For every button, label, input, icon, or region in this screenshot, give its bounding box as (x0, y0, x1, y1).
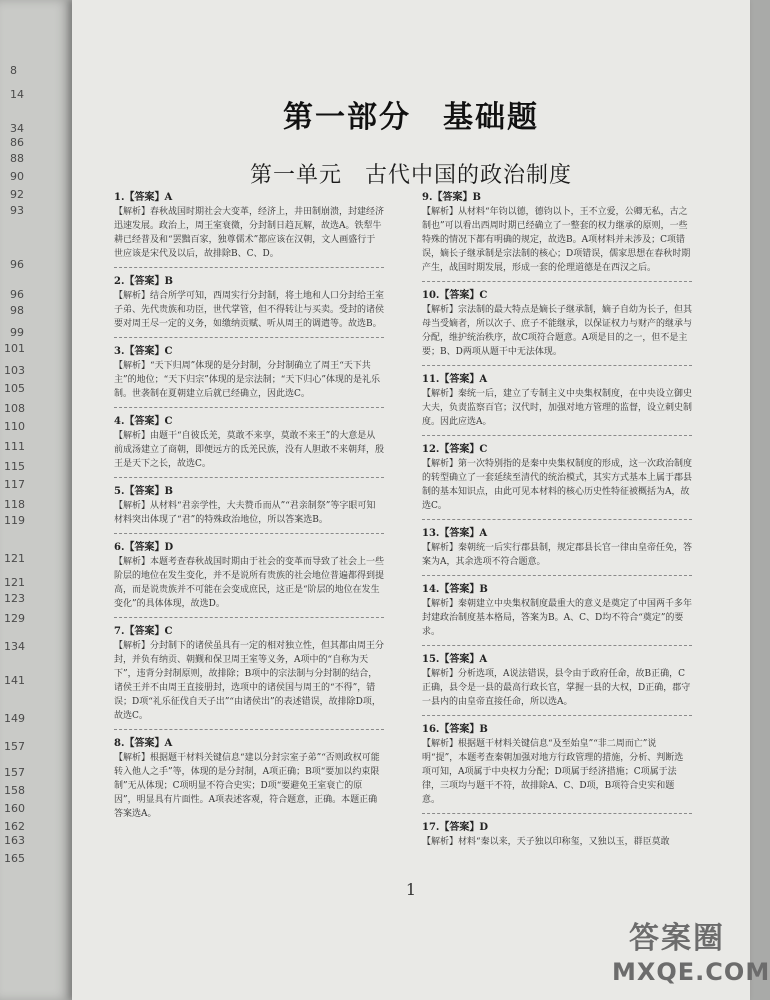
left-page-number: 103 (4, 364, 25, 377)
left-page-edge (0, 0, 70, 1000)
answer-item (114, 736, 384, 827)
right-column (422, 190, 692, 861)
left-page-number: 123 (4, 592, 25, 605)
answer-heading: 8.【答案】A (114, 738, 173, 749)
analysis-text: 【解析】根据题干材料关键信息“建以分封宗室子弟”“否则政权可能转入他人之手”等，体现的是分封制，A项正确；B项“要加以约束限制”无从体现；C项明显不符合史实；D项“要避免王室衰亡的原因”，明显具有片面性。A项表述客观，符合题意，正确。本题正确答案选A。 (114, 753, 380, 819)
left-page-number: 92 (10, 188, 24, 201)
answer-item (114, 344, 384, 408)
page-number: 1 (405, 880, 417, 899)
left-page-number: 98 (10, 304, 24, 317)
analysis-text: 【解析】春秋战国时期社会大变革，经济上，井田制崩溃，封建经济迅速发展。政治上，周王室衰微，分封制日趋瓦解，故选A。铁犁牛耕已经普及和“罢黜百家，独尊儒术”都应该在汉朝，文人画盛行于世应该是宋代及以后，故排除B、C、D。 (114, 207, 385, 259)
left-page-number: 111 (4, 440, 25, 453)
answer-heading: 13.【答案】A (422, 528, 488, 539)
left-page-number: 118 (4, 498, 25, 511)
left-column (114, 190, 384, 833)
left-page-number: 117 (4, 478, 25, 491)
analysis-text: 【解析】由题干“自彼氐羌，莫敢不来享，莫敢不来王”的大意是从前成汤建立了商朝，即便远方的氐羌民族，没有人胆敢不来朝拜，殷王是天下之长，故选C。 (114, 431, 385, 469)
answer-item (114, 190, 384, 268)
left-page-number: 99 (10, 326, 24, 339)
left-page-number: 119 (4, 514, 25, 527)
answer-item (114, 624, 384, 730)
answer-heading: 15.【答案】A (422, 654, 488, 665)
answer-item (422, 288, 692, 366)
answer-heading: 7.【答案】C (114, 626, 173, 637)
answer-heading: 17.【答案】D (422, 822, 489, 833)
answer-heading: 10.【答案】C (422, 290, 488, 301)
left-page-number: 157 (4, 766, 25, 779)
left-page-number: 162 (4, 820, 25, 833)
answer-item (422, 442, 692, 520)
left-page-number: 160 (4, 802, 25, 815)
left-page-number: 163 (4, 834, 25, 847)
left-page-number: 158 (4, 784, 25, 797)
answer-item (114, 414, 384, 478)
answer-item (422, 582, 692, 646)
left-page-number: 96 (10, 258, 24, 271)
analysis-text: 【解析】宗法制的最大特点是嫡长子继承制，嫡子自幼为长子，但其母当受嫡者，所以次子、庶子不能继承，以保证权力与财产的继承与分配，维护统治秩序，故C项符合题意。A项是目的之一，但不是主要；B、D两项从题干中无法体现。 (422, 305, 693, 357)
left-page-number: 96 (10, 288, 24, 301)
left-page-number: 110 (4, 420, 25, 433)
left-page-number: 121 (4, 552, 25, 565)
answer-heading: 14.【答案】B (422, 584, 488, 595)
left-page-number: 8 (10, 64, 17, 77)
answer-item (114, 274, 384, 338)
left-page-number: 90 (10, 170, 24, 183)
unit-title: 第一单元 古代中国的政治制度 (249, 163, 572, 188)
answer-heading: 2.【答案】B (114, 276, 173, 287)
answer-item (422, 820, 692, 855)
answer-item (422, 526, 692, 576)
left-page-number: 34 (10, 122, 24, 135)
analysis-text: 【解析】“天下归周”体现的是分封制，分封制确立了周王“天下共主”的地位；“天下归宗”体现的是宗法制；“天下归心”体现的是礼乐制。世袭制在夏朝建立后就已经确立，因此选C。 (114, 361, 381, 399)
left-page-number: 101 (4, 342, 25, 355)
answer-item (422, 190, 692, 282)
analysis-text: 【解析】材料“秦以来，天子独以印称玺，又独以玉，群臣莫敢 (422, 837, 670, 847)
analysis-text: 【解析】结合所学可知，西周实行分封制，将土地和人口分封给王室子弟、先代贵族和功臣，世代掌管，但不得转让与买卖。受封的诸侯要对周王尽一定的义务，如缴纳贡赋、听从周王的调遣等。故选B。 (114, 291, 385, 329)
left-page-number: 121 (4, 576, 25, 589)
analysis-text: 【解析】从材料“年钧以德，德钧以卜，王不立爱，公卿无私，古之制也”可以看出西周时期已经确立了一整套的权力继承的原则，一些特殊的情况下都有明确的规定，故选B。A项材料并未涉及；C项错误，嫡长子继承制是宗法制的核心；D项错误，儒家思想在春秋时期产生，战国时期发展，形成一套的伦理道德是在西汉之后。 (422, 207, 691, 273)
answer-heading: 12.【答案】C (422, 444, 488, 455)
left-page-number: 108 (4, 402, 25, 415)
left-page-number: 149 (4, 712, 25, 725)
analysis-text: 【解析】分封制下的诸侯虽具有一定的相对独立性，但其都由周王分封，并负有纳贡、朝觐和保卫周王室等义务，A项中的“自称为天下”，违背分封制原则，故排除；B项中的宗法制与分封制的结合，诸侯王并不由周王直接册封，选项中的诸侯国与周王的“不得”，错误；D项“礼乐征伐自天子出”“由诸侯出”的表述错误，故排除D项，故选C。 (114, 641, 385, 721)
analysis-text: 【解析】分析选项，A说法错误，县令由于政府任命，故B正确，C正确，县令是一县的最高行政长官，掌握一县的大权，D正确，郡守一县内的由皇帝直接任命，所以选A。 (422, 669, 691, 707)
answer-item (422, 722, 692, 814)
analysis-text: 【解析】根据题干材料关键信息“及至始皇”“非二周而亡”说明“提”，本题考查秦朝加强对地方行政管理的措施，分析、判断选项可知，A项属于中央权力分配；D项属于经济措施；C项属于法律，三项均与题干不符，故排除A、C、D项，B项符合史实和题意。 (422, 739, 684, 805)
answer-page (72, 0, 770, 1000)
left-page-number: 134 (4, 640, 25, 653)
left-page-number: 105 (4, 382, 25, 395)
watermark-logo (612, 920, 770, 992)
answer-item (422, 372, 692, 436)
left-page-number: 14 (10, 88, 24, 101)
watermark-text-bottom: MXQE.COM (612, 958, 770, 986)
answer-heading: 3.【答案】C (114, 346, 173, 357)
answer-heading: 9.【答案】B (422, 192, 481, 203)
analysis-text: 【解析】秦统一后，建立了专制主义中央集权制度，在中央设立御史大夫，负责监察百官；汉代时，加强对地方管理的监督，设立刺史制度。因此应选A。 (422, 389, 693, 427)
answer-heading: 4.【答案】C (114, 416, 173, 427)
left-page-number: 129 (4, 612, 25, 625)
analysis-text: 【解析】秦朝统一后实行郡县制，规定郡县长官一律由皇帝任免，答案为A，其余选项不符合题意。 (422, 543, 693, 567)
answer-item (422, 652, 692, 716)
answer-heading: 16.【答案】B (422, 724, 488, 735)
answer-heading: 11.【答案】A (422, 374, 488, 385)
answer-item (114, 484, 384, 534)
analysis-text: 【解析】从材料“君亲学性，大夫赞币而从”“君亲制祭”等字眼可知材料突出体现了“君”的特殊政治地位，所以答案选B。 (114, 501, 376, 525)
analysis-text: 【解析】本题考查春秋战国时期由于社会的变革而导致了社会上一些阶层的地位在发生变化，并不是说所有贵族的社会地位普遍都得到提高，而是说贵族并不可能在会变成庶民，这正是“阶层的地位在发生变化”的具体体现，故选D。 (114, 557, 385, 609)
analysis-text: 【解析】秦朝建立中央集权制度最重大的意义是奠定了中国两千多年封建政治制度基本格局，答案为B。A、C、D均不符合“奠定”的要求。 (422, 599, 693, 637)
left-page-number: 157 (4, 740, 25, 753)
left-page-number: 141 (4, 674, 25, 687)
answer-heading: 1.【答案】A (114, 192, 173, 203)
analysis-text: 【解析】第一次特别指的是秦中央集权制度的形成，这一次政治制度的转型确立了一套延续至清代的统治模式，其实方式基本上属于郡县制的基本知识点，由此可见本材料的核心历史性特征被概括为A，故选C。 (422, 459, 693, 511)
left-page-number: 165 (4, 852, 25, 865)
answer-heading: 6.【答案】D (114, 542, 174, 553)
page-title: 第一部分 基础题 (283, 100, 539, 135)
watermark-text-top: 答案圈 (629, 921, 725, 956)
answer-item (114, 540, 384, 618)
left-page-number: 86 (10, 136, 24, 149)
left-page-number: 88 (10, 152, 24, 165)
left-page-number: 115 (4, 460, 25, 473)
answer-heading: 5.【答案】B (114, 486, 173, 497)
left-page-number: 93 (10, 204, 24, 217)
